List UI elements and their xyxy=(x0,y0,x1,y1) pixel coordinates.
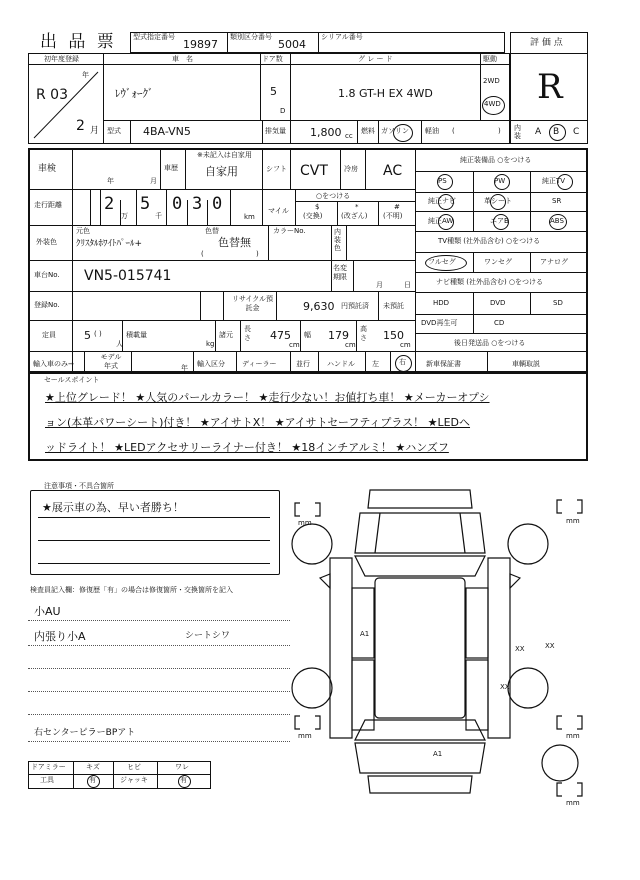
import-dealer: ディーラー xyxy=(242,360,277,368)
model-type: 4BA-VN5 xyxy=(143,125,191,138)
inspector-label: 検査員記入欄：修復歴「有」の場合は修復箇所・交換箇所を記入 xyxy=(30,586,233,594)
score-value: R xyxy=(537,67,563,107)
width-label: 幅 xyxy=(304,331,311,339)
capacity-label: 定員 xyxy=(42,331,56,339)
diagram-mark-2: XX xyxy=(515,645,525,653)
tools-scratch: キズ xyxy=(86,763,100,771)
tv-fullseg: フルセグ xyxy=(428,258,456,266)
equip-leather: 革シート xyxy=(484,197,512,205)
sales-points-label: セールスポイント xyxy=(44,376,100,384)
name-change-day: 日 xyxy=(404,281,411,289)
page-title: 出 品 票 xyxy=(40,32,117,52)
shift-value: CVT xyxy=(300,163,328,179)
mileage-digit-4: 3 xyxy=(192,194,203,214)
form-no-label: 型式指定番号 xyxy=(133,33,175,41)
fuel-other-close: ) xyxy=(498,127,501,135)
load-label: 積載量 xyxy=(126,331,147,339)
mileage-digit-2: 5 xyxy=(140,194,151,214)
name-change-label: 名変期限 xyxy=(333,264,347,281)
unknown-sym: # xyxy=(394,203,400,211)
navi-dvd: DVD xyxy=(490,299,506,307)
color-no-label: 色替 xyxy=(205,227,219,235)
color-paren-close: ) xyxy=(256,250,259,258)
mileage-digit-3: 0 xyxy=(172,194,183,214)
navi-label: ナビ種類 (社外品含む) ○をつける xyxy=(436,278,544,286)
ac-value: AC xyxy=(383,163,403,179)
mm-rr: mm xyxy=(566,732,580,740)
interior-grade-a: A xyxy=(535,127,542,137)
length-unit: cm xyxy=(289,341,300,349)
shaken-month-unit: 月 xyxy=(150,177,157,185)
history-value: 自家用 xyxy=(205,165,238,178)
tv-oneseg: ワンセグ xyxy=(484,258,512,266)
width-value: 179 xyxy=(328,329,349,342)
color-no-field-label: カラーNo. xyxy=(273,227,306,235)
notes-label: 注意事項・不具合箇所 xyxy=(44,482,114,490)
chassis-value: VN5-015741 xyxy=(84,268,172,284)
displacement-unit: cc xyxy=(345,132,353,140)
color-change: 色替無 xyxy=(218,236,251,249)
tools-jack-has: 有 xyxy=(180,776,187,784)
width-unit: cm xyxy=(345,341,356,349)
shift-label: シフト xyxy=(266,165,287,173)
model-year-unit: 年 xyxy=(181,364,188,372)
grade-label: グ レ ー ド xyxy=(358,55,393,63)
modified-label: (改ざん) xyxy=(341,212,368,220)
displacement: 1,800 xyxy=(310,126,342,139)
name-change-month: 月 xyxy=(376,281,383,289)
history-note: ※未記入は自家用 xyxy=(197,151,252,159)
mileage-circle-note: ○をつける xyxy=(316,192,351,200)
equip-aw: 純正AW xyxy=(428,217,454,225)
class-no: 5004 xyxy=(278,38,306,51)
tools-break: ワレ xyxy=(175,763,189,771)
grade-value: 1.8 GT-H EX 4WD xyxy=(338,87,433,100)
first-reg-month: 2 xyxy=(76,118,85,134)
inspector-line-2: 内張り小A xyxy=(34,630,86,643)
interior-grade-b: B xyxy=(553,127,560,137)
mm-spare: mm xyxy=(566,799,580,807)
equip-sr: SR xyxy=(552,197,562,205)
interior-grade-c: C xyxy=(573,127,580,137)
fuel-light-oil: 軽油 xyxy=(425,127,439,135)
length-value: 475 xyxy=(270,329,291,342)
recycle-value: 9,630 xyxy=(303,300,335,313)
mm-fr: mm xyxy=(566,517,580,525)
drive-label: 駆動 xyxy=(483,55,497,63)
modified-sym: * xyxy=(355,203,359,211)
ac-label: 冷房 xyxy=(344,165,358,173)
drive-4wd: 4WD xyxy=(484,100,501,108)
unknown-label: (不明) xyxy=(383,212,403,220)
navi-sd: SD xyxy=(553,299,563,307)
warranty: 新車保証書 xyxy=(426,360,461,368)
fuel-gasoline: ガソリン xyxy=(381,127,409,135)
form-no: 19897 xyxy=(183,38,218,51)
chassis-label: 車台No. xyxy=(34,271,60,279)
inspector-line-1: 小AU xyxy=(34,605,61,618)
mileage-sen: 千 xyxy=(155,212,162,220)
mm-fl: mm xyxy=(298,519,312,527)
shaken-year-unit: 年 xyxy=(107,177,114,185)
doors-type: D xyxy=(280,107,286,115)
import-label: 輸入車のみ→ xyxy=(33,360,74,368)
tv-label: TV種類 (社外品含む) ○をつける xyxy=(438,237,541,245)
shaken-label: 車検 xyxy=(38,164,57,174)
dvd-label: DVD再生可 xyxy=(421,319,458,327)
tools-mirror: ドアミラー xyxy=(31,763,66,771)
navi-hdd: HDD xyxy=(433,299,450,307)
history-label: 車歴 xyxy=(164,164,178,172)
mileage-digit-5: 0 xyxy=(212,194,223,214)
color-paren-open: ( xyxy=(201,250,204,258)
first-reg-label: 初年度登録 xyxy=(44,55,79,63)
first-reg-era: R 03 xyxy=(36,87,68,103)
exchange-label: (交換) xyxy=(303,212,323,220)
doors-label: ドア数 xyxy=(262,55,283,63)
inspector-line-2-extra: シートシワ xyxy=(185,631,231,641)
equip-abs: ABS xyxy=(550,217,564,225)
mileage-label: 走行距離 xyxy=(34,201,62,209)
length-label: 長さ xyxy=(244,325,251,342)
vehicle-name: ﾚｳﾞｫｰｸﾞ xyxy=(115,87,154,100)
import-div-label: 輸入区分 xyxy=(197,360,225,368)
height-label: 高さ xyxy=(360,325,367,342)
manual: 車輌取説 xyxy=(512,360,540,368)
equip-airbag: エアB xyxy=(490,217,509,225)
sales-line-3: ッドライト！ ★LEDアクセサリーライナー付き！ ★18インチアルミ！ ★ハンズフ xyxy=(45,441,449,454)
model-type-label: 型式 xyxy=(107,127,121,135)
tools-crack: ヒビ xyxy=(127,763,141,771)
sales-line-1: ★上位グレード！ ★人気のパールカラー！ ★走行少ない！お値打ち車！ ★メーカーオプシ xyxy=(45,391,490,404)
exterior-color: ｸﾘｽﾀﾙﾎﾜｲﾄﾊﾟｰﾙ+ xyxy=(76,239,143,249)
drive-2wd: 2WD xyxy=(483,77,500,85)
equip-pw: PW xyxy=(494,177,506,185)
diagram-mark-1: A1 xyxy=(360,630,370,638)
handle-left: 左 xyxy=(372,360,379,368)
tools-tool-has: 有 xyxy=(89,776,96,784)
doors-value: 5 xyxy=(270,85,277,98)
exterior-label: 外装色 xyxy=(36,238,57,246)
mile-label: マイル xyxy=(268,207,289,215)
first-reg-year-unit: 年 xyxy=(82,71,89,79)
model-year-label: モデル年式 xyxy=(100,353,122,370)
size-label: 諸元 xyxy=(219,331,233,339)
mm-rl: mm xyxy=(298,732,312,740)
serial-label: シリアル番号 xyxy=(321,33,363,41)
diagram-mark-4: XX xyxy=(500,683,510,691)
import-parallel: 並行 xyxy=(296,360,310,368)
displacement-label: 排気量 xyxy=(265,127,286,135)
first-reg-month-unit: 月 xyxy=(90,126,100,136)
genuine-label: 純正装備品 ○をつける xyxy=(460,156,532,164)
exchange-sym: $ xyxy=(315,203,320,211)
mileage-man: 万 xyxy=(121,212,128,220)
equip-ps: PS xyxy=(438,177,447,185)
mileage-km: km xyxy=(244,213,255,221)
handle-label: ハンドル xyxy=(327,360,355,368)
recycle-label: リサイクル預託金 xyxy=(231,295,274,312)
diagram-mark-5: A1 xyxy=(433,750,443,758)
capacity-value: 5 xyxy=(84,329,91,342)
name-label: 車 名 xyxy=(172,55,193,63)
class-no-label: 類別区分番号 xyxy=(230,33,272,41)
mileage-digit-1: 2 xyxy=(104,194,115,214)
cd-label: CD xyxy=(494,319,505,327)
reg-no-label: 登録No. xyxy=(34,301,60,309)
tv-analog: アナログ xyxy=(540,258,568,266)
equip-navi: 純正ナビ xyxy=(428,197,456,205)
capacity-unit: 人 xyxy=(116,340,123,348)
fuel-label: 燃料 xyxy=(361,127,375,135)
tools-tool: 工具 xyxy=(40,776,54,784)
notes-text: ★展示車の為、早い者勝ち！ xyxy=(42,501,184,514)
equip-tv: 純正TV xyxy=(542,177,566,185)
handle-right: 右 xyxy=(399,358,406,366)
diagram-mark-3: XX xyxy=(545,642,555,650)
orig-color-label: 元色 xyxy=(76,227,90,235)
height-unit: cm xyxy=(400,341,411,349)
height-value: 150 xyxy=(383,329,404,342)
interior-label: 内装 xyxy=(514,124,521,140)
int-color-label: 内装色 xyxy=(334,228,341,252)
tools-jack: ジャッキ xyxy=(120,776,148,784)
sales-line-2: ョン(本革パワーシート)付き！ ★アイサトX！ ★アイサトセーフティプラス！ ★LEDヘ xyxy=(45,416,471,429)
unpaid-label: 未預託 xyxy=(383,302,404,310)
recycle-unit: 円預託済 xyxy=(341,302,369,310)
load-unit: kg xyxy=(206,340,215,348)
fuel-other-open: ( xyxy=(452,127,455,135)
score-label: 評 価 点 xyxy=(530,38,563,48)
later-doc-label: 後日発送品 ○をつける xyxy=(454,339,526,347)
inspector-line-3: 右センターピラーBPアト xyxy=(34,728,136,738)
